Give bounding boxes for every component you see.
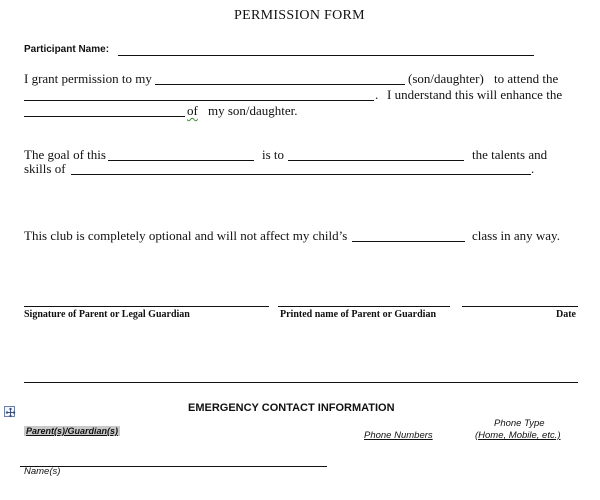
emergency-heading: EMERGENCY CONTACT INFORMATION <box>188 402 395 414</box>
phone-type-hint: (Home, Mobile, etc.) <box>475 430 561 441</box>
phone-numbers-label: Phone Numbers <box>364 430 433 441</box>
para1-text-c: to attend the <box>494 71 559 86</box>
parent-signature-line[interactable] <box>24 306 269 307</box>
participant-name-label: Participant Name: <box>24 44 110 55</box>
move-handle-icon[interactable] <box>4 406 15 417</box>
enhance-field[interactable] <box>24 116 185 117</box>
class-field[interactable] <box>352 241 465 242</box>
skills-field[interactable] <box>71 174 531 175</box>
purpose-field[interactable] <box>288 160 464 161</box>
para1-text-a: I grant permission to my <box>24 71 152 86</box>
names-label: Name(s) <box>24 466 61 477</box>
parent-signature-label: Signature of Parent or Legal Guardian <box>24 309 190 320</box>
parents-guardians-label: Parent(s)/Guardian(s) <box>26 426 119 436</box>
para1-text-d: . <box>375 87 379 102</box>
para2-text-e: . <box>531 161 535 176</box>
date-line[interactable] <box>462 306 578 307</box>
printed-name-label: Printed name of Parent or Guardian <box>280 309 437 320</box>
para2-text-d: skills of <box>24 161 66 176</box>
form-title: PERMISSION FORM <box>234 8 365 23</box>
section-divider <box>24 382 578 383</box>
goal-field[interactable] <box>108 160 254 161</box>
para1-text-e: I understand this will enhance the <box>387 87 563 102</box>
para2-text-a: The goal of this <box>24 147 106 162</box>
para3-text-b: class in any way. <box>472 228 560 243</box>
phone-type-label: Phone Type <box>494 418 545 429</box>
para2-text-b: is to <box>262 147 285 162</box>
printed-name-line[interactable] <box>278 306 450 307</box>
date-label: Date <box>556 309 576 320</box>
participant-name-field[interactable] <box>118 55 534 56</box>
para1-text-f: of <box>187 103 198 118</box>
club-name-field[interactable] <box>155 84 405 85</box>
para1-text-b: (son/daughter) <box>408 71 484 86</box>
para3-text-a: This club is completely optional and will not affect my child’s <box>24 228 348 243</box>
activity-field[interactable] <box>24 100 374 101</box>
para1-text-g: my son/daughter. <box>208 103 298 118</box>
para2-text-c: the talents and <box>472 147 548 162</box>
contact-name-line[interactable] <box>20 466 327 467</box>
